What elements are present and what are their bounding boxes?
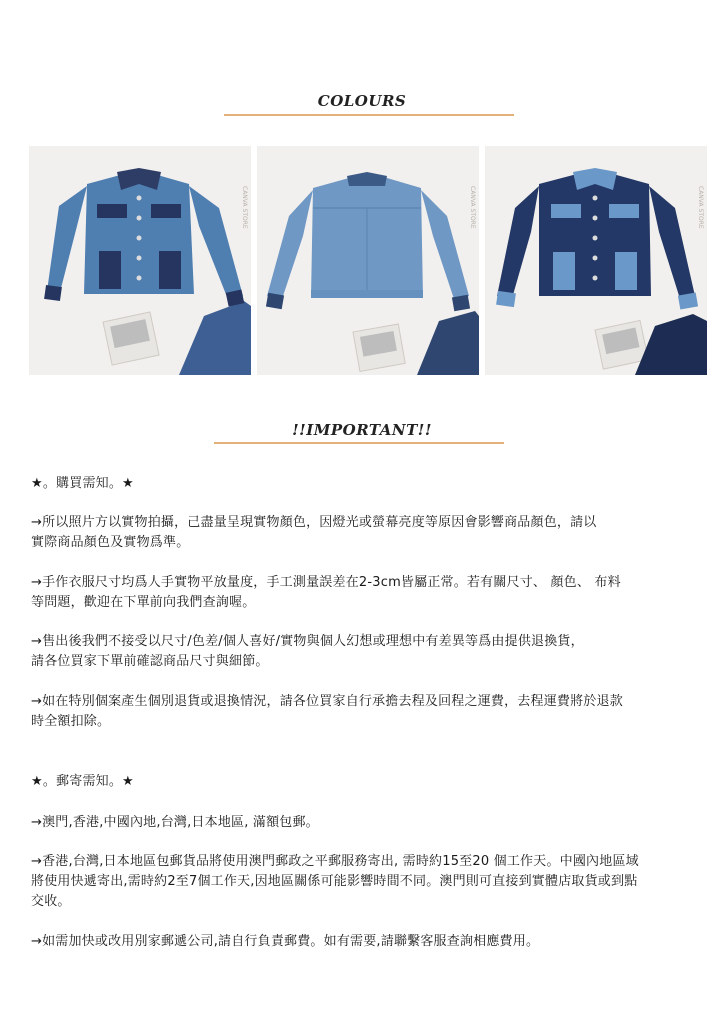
shipping-item-line: →香港,台灣,日本地區包郵貨品將使用澳門郵政之平郵服務寄出, 需時約15至20 個工作天。中國內地區域 xyxy=(31,854,639,869)
shipping-item-line: 將使用快遞寄出,需時約2至7個工作天,因地區關係可能影響時間不同。澳門則可直接到實體店取貨或到點 xyxy=(31,874,638,889)
important-title-underline xyxy=(214,442,504,444)
shipping-item-line: 交收。 xyxy=(31,894,71,909)
colours-title-underline xyxy=(224,114,514,116)
purchase-item-line: →售出後我們不接受以尺寸/色差/個人喜好/實物與個人幻想或理想中有差異等爲由提供退換貨， xyxy=(31,634,584,649)
purchase-heading-text: ★。購買需知。★ xyxy=(31,476,134,491)
jacket-photo-light-blue-front xyxy=(29,146,251,375)
purchase-item xyxy=(31,513,671,553)
purchase-item xyxy=(31,692,671,732)
watermark-text: CANVA STORE xyxy=(241,186,248,229)
purchase-item-line: 等問題，歡迎在下單前向我們查詢喔。 xyxy=(31,595,256,610)
shipping-item-line: →如需加快或改用別家郵遞公司,請自行負責郵費。如有需要,請聯繫客服查詢相應費用。 xyxy=(31,934,540,949)
shipping-item xyxy=(31,813,671,833)
watermark-text: CANVA STORE xyxy=(469,186,476,229)
watermark-text: CANVA STORE xyxy=(697,186,704,229)
purchase-item-line: 時全額扣除。 xyxy=(31,714,111,729)
shipping-heading-text: ★。郵寄需知。★ xyxy=(31,774,134,789)
purchase-item-line: →所以照片方以實物拍攝，己盡量呈現實物顏色，因燈光或螢幕亮度等原因會影響商品顏色，請以 xyxy=(31,515,597,530)
jacket-dark-front-illustration xyxy=(485,146,707,375)
jacket-front-illustration xyxy=(29,146,251,375)
colours-title: COLOURS xyxy=(317,92,407,110)
shipping-heading xyxy=(31,772,671,792)
jacket-photo-dark-blue-front xyxy=(485,146,707,375)
shipping-item-line: →澳門,香港,中國內地,台灣,日本地區, 滿額包郵。 xyxy=(31,815,319,830)
purchase-item-line: 請各位買家下單前確認商品尺寸與細節。 xyxy=(31,654,269,669)
shipping-item xyxy=(31,932,671,952)
shipping-item xyxy=(31,852,671,912)
purchase-item xyxy=(31,632,671,672)
purchase-item xyxy=(31,573,671,613)
jacket-back-illustration xyxy=(257,146,479,375)
purchase-heading xyxy=(31,474,671,494)
purchase-item-line: 實際商品顏色及實物爲準。 xyxy=(31,535,190,550)
purchase-item-line: →手作衣服尺寸均爲人手實物平放量度，手工測量誤差在2-3cm皆屬正常。若有關尺寸、 顏色、 布料 xyxy=(31,575,621,590)
purchase-item-line: →如在特別個案產生個別退貨或退換情況，請各位買家自行承擔去程及回程之運費，去程運費將於退款 xyxy=(31,694,623,709)
important-title: !!IMPORTANT!! xyxy=(292,421,432,439)
jacket-photo-light-blue-back xyxy=(257,146,479,375)
